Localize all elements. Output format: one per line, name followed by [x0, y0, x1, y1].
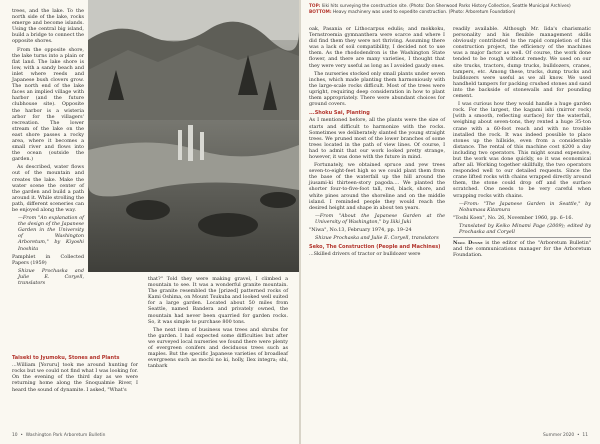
section-heading-construction: Seko, The Construction (People and Machines) — [309, 244, 441, 251]
issue-date: Summer 2020 — [543, 433, 575, 438]
paragraph: The nurseries stocked only small plants under seven inches, which made planting them harmoniously with the large-scale rocks difficult. Most of the trees were upright, requiring deep consideration in how to plant them appropriately. There were abundant choices for ground covers. — [309, 70, 445, 108]
translators: Translated by Keiko Minami Page (2009); edited by Prochaska and Coryell — [459, 222, 591, 235]
right-footer: Summer 2020 • 11 — [543, 433, 588, 438]
paragraph: oak, Pasania or Lithocarpus edulis; and mokkoku, Ternstroemia gymnanthera were scarce and where I did find them they were not thriving. Assuming there was a lack of soil compatibility, I decided not to use them. As the rhododendron is the Washington State flower, and there are many varieties, I thought that they were very useful as long as I avoided gaudy ones. — [309, 26, 445, 69]
left-footer: 10 • Washington Park Arboretum Bulletin — [12, 433, 106, 438]
paragraph: As described, water flows out of the mountain and creates the lake. Make the water scene the center of the garden and build a path around it. While strolling the path, different sceneries can be enjoyed along the way. — [12, 164, 84, 213]
paragraph: From the opposite shore, the lake turns into a plain or flat land. The lake shore is low, with a sandy beach and inlet where reeds and Japanese bush clovers grow. The north end of the lake faces an implied village with harbor (and the future clubhouse site). Opposite the harbor is a wisteria arbor for the villagers' recreation. The lower stream of the lake on the east shore passes a rocky area, where it becomes a small river and flows into the ocean (outside the garden.) — [12, 46, 84, 163]
author-bio — [453, 237, 591, 258]
paragraph: that?" Told they were making gravel, I climbed a mountain to see. It was a wonderful granite mountain. The granite resembled the [prized] patterned rocks of Kami Oshima, on Mount Tsukuba and looked well suited for a large garden. Located about 50 miles from Seattle, named Bandera and privately owned, the mountain had never been quarried for garden rocks. So, it was simple to purchase 800 tons. — [148, 276, 288, 325]
source-citation-detail: "Toshi Koen", No. 26, November 1960, pp. 6–16. — [453, 214, 573, 221]
publication-title: Washington Park Arboretum Bulletin — [25, 433, 106, 438]
source-citation: —From: "The Japanese Garden in Seattle," by Nobumasa Kitamura — [459, 200, 591, 213]
left-page — [0, 0, 299, 444]
section-heading-planting: ...Shoku Sai, Planting — [309, 110, 370, 117]
bio-text: is the editor of the "Arboretum Bulletin" and the communications manager for the Arboretum Foundation. — [453, 240, 591, 259]
pamphlet-reference: Pamphlet in Collected Papers (1959) — [12, 253, 84, 266]
right-page — [301, 0, 600, 444]
paragraph: trees, and the lake. To the north side of the lake, rocks emerge and become islands. Using the central big island, build a bridge to connect the opposite shores. — [12, 8, 84, 45]
source-citation-detail: "Niwa", No.13, February 1974, pp. 19–24 — [309, 227, 412, 234]
translators: Shizue Prochaska and Julie E. Coryell, translators — [315, 235, 439, 242]
caption-bottom-label: BOTTOM: — [309, 10, 332, 15]
left-bottom-column-1 — [12, 352, 138, 395]
source-citation: —From "An explanation of the design of the Japanese Garden in the University of Washington Arboretum," by Kiyoshi Inoshita — [18, 215, 84, 252]
paragraph: ...William [Yoruru] took me around hunting for rocks but we could not find what I was looking for. On the evening of the third day as we were returning home along the Snoqualmie River, I heard the sound of dynamite. I asked, "What's — [12, 362, 138, 393]
paragraph: As I mentioned before, all the plants were the size of starts and difficult to harmonize with the rocks. Sometimes we deliberately slanted the young straight trees. We pruned most of the lower branches of some trees located in the path of view lines. Of course, I had to admit that our work looked pretty strange, however, it was done with the future in mind. — [309, 117, 445, 160]
caption-top-label: TOP: — [309, 4, 321, 9]
translators: Shizue Prochaska and Julie E. Coryell, translators — [18, 267, 84, 287]
photo-garden-grounds — [88, 0, 299, 272]
paragraph: I was curious how they would handle a huge garden rock. For the largest, the kagami ishi (mirror rock) [with a smooth, reflecting surface] for the waterfall, weighing about seven-tons, they rented a huge 35-ton crane with a 60-foot reach and with no trouble installed the rock. It was indeed possible to place stones up the hillside, even from a considerable distance. The rental of this machine cost $200 a day including two operators. This might sound expensive, but the work was done quickly, so it was economical after all. Working together skillfully, the two operators responded well to our detailed requests. Since the crane lifted rocks with chains wrapped directly around them, the stone could drop off and the surface scratched. One needs to be very careful when wrapping rocks with chains. — [453, 101, 591, 199]
left-bottom-column-2 — [148, 276, 288, 371]
bio-name: Niall Dunne — [453, 240, 483, 247]
paragraph: readily available. Although Mr. Iida's charismatic personality and his flexible management skills obviously contributed to the rapid completion of this construction project, the efficiency of the machines was a major factor as well. Of course, the work done tended to be rough without remedy. We used on our site trucks, tractors, dump trucks, bulldozers, cranes, tampers, etc. Among these, trucks, dump trucks and bulldozers were useful as we all know. We used handheld tampers for packing crushed stones and sand into the backside of stonewalls and for pounding cement. — [453, 26, 591, 100]
paragraph: The next item of business was trees and shrubs for the garden. I had expected some difficulties but after we surveyed local nurseries we found there were plenty of evergreen conifers and deciduous trees such as maples. But the specific Japanese varieties of broadleaf evergreens such as mochi no ki, holly, Ilex integra; shi, tanbark — [148, 326, 288, 370]
left-column-1 — [12, 8, 84, 288]
page-number: 10 — [12, 433, 18, 438]
photo-captions — [309, 4, 593, 16]
section-heading-stones-plants: Taiseki to Jyumoku, Stones and Plants — [12, 355, 120, 361]
paragraph: Fortunately, we obtained spruce and yew trees seven-to-eight-feet high so we could plant them from the base of the waterfall up the hill around the jiusami-ki thirteen-story pagoda.... We planted the shorter four-to-five-foot tall, red, black, shore, and white pines around the shoreline and on the middle island. I reminded people they would reach the desired height and shape in about ten years. — [309, 162, 445, 211]
right-column-2 — [453, 26, 591, 260]
page-number: 11 — [582, 433, 588, 438]
caption-top: Iiiki hits surveying the construction site. (Photo: Don Sherwood Parks History Collection, Seattle Municipal Archives) — [321, 4, 571, 9]
paragraph: ...Skilled drivers of tractor or bulldozer were — [309, 251, 421, 258]
caption-bottom: Heavy machinery was used to expedite construction. (Photo: Arboretum Foundation) — [332, 10, 516, 15]
right-column-1 — [309, 26, 445, 260]
source-citation: —From "About the Japanese Garden at the University of Washington," by Iiiki Juki — [315, 212, 445, 225]
